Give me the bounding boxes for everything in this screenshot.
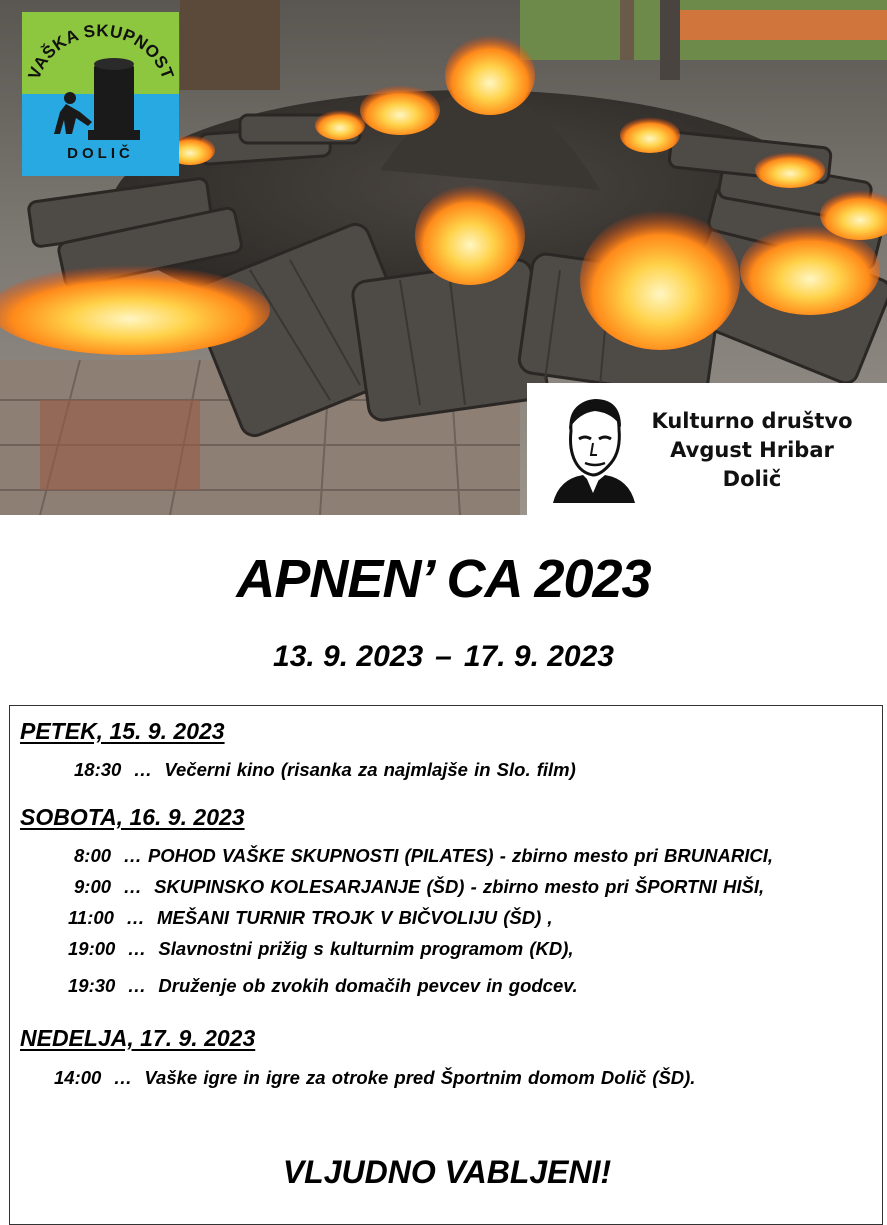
event-time: 19:30 bbox=[68, 975, 116, 996]
day-heading-friday: PETEK, 15. 9. 2023 bbox=[20, 718, 225, 744]
event-line bbox=[54, 1067, 695, 1089]
day-heading-saturday: SOBOTA, 16. 9. 2023 bbox=[20, 804, 245, 830]
kd-line-2: Avgust Hribar bbox=[670, 438, 834, 462]
event-time: 14:00 bbox=[54, 1067, 102, 1088]
closing-invitation: VLJUDNO VABLJENI! bbox=[282, 1154, 612, 1190]
event-text: SKUPINSKO KOLESARJANJE (ŠD) - zbirno mesto pri ŠPORTNI HIŠI, bbox=[154, 876, 765, 897]
logo-place-text: DOLIČ bbox=[67, 145, 134, 162]
event-dots: … bbox=[127, 975, 147, 996]
event-dots: … bbox=[127, 938, 147, 959]
event-time: 9:00 bbox=[74, 876, 112, 897]
event-time: 19:00 bbox=[68, 938, 116, 959]
event-line bbox=[74, 876, 764, 898]
event-dots: … bbox=[133, 759, 153, 780]
event-text: Vaške igre in igre za otroke pred Športnim domom Dolič (ŠD). bbox=[144, 1067, 696, 1088]
program-box bbox=[9, 705, 883, 1225]
date-from: 13. 9. 2023 bbox=[273, 640, 424, 673]
kiln-photo bbox=[0, 0, 887, 515]
event-time: 11:00 bbox=[68, 907, 114, 928]
date-to: 17. 9. 2023 bbox=[463, 640, 614, 673]
event-text: Slavnostni prižig s kulturnim programom (KD), bbox=[158, 938, 574, 959]
vaska-skupnost-logo bbox=[22, 12, 179, 176]
kd-line-1: Kulturno društvo bbox=[651, 409, 853, 433]
event-dates bbox=[0, 640, 887, 674]
event-time: 18:30 bbox=[74, 759, 122, 780]
event-title: APNEN’ CA 2023 bbox=[236, 549, 651, 609]
event-line bbox=[68, 938, 574, 960]
kulturno-drustvo-logo bbox=[527, 383, 887, 515]
event-text: POHOD VAŠKE SKUPNOSTI (PILATES) - zbirno mesto pri BRUNARICI, bbox=[147, 845, 773, 866]
event-line bbox=[68, 907, 553, 929]
date-separator: – bbox=[435, 640, 452, 673]
event-dots: … bbox=[123, 845, 142, 866]
event-line bbox=[74, 759, 576, 781]
event-text: Večerni kino (risanka za najmlajše in Slo. film) bbox=[164, 759, 576, 780]
event-line bbox=[68, 975, 578, 997]
day-heading-sunday: NEDELJA, 17. 9. 2023 bbox=[20, 1025, 256, 1051]
event-text: MEŠANI TURNIR TROJK V BIČVOLIJU (ŠD) , bbox=[157, 907, 553, 928]
event-dots: … bbox=[126, 907, 145, 928]
event-text: Druženje ob zvokih domačih pevcev in godcev. bbox=[158, 975, 578, 996]
event-dots: … bbox=[123, 876, 142, 897]
event-dots: … bbox=[113, 1067, 133, 1088]
portrait-icon bbox=[549, 391, 639, 503]
logo-arc-text: VAŠKA SKUPNOST bbox=[24, 21, 178, 82]
event-time: 8:00 bbox=[74, 845, 112, 866]
event-line bbox=[74, 845, 773, 867]
kd-line-3: Dolič bbox=[722, 467, 782, 491]
